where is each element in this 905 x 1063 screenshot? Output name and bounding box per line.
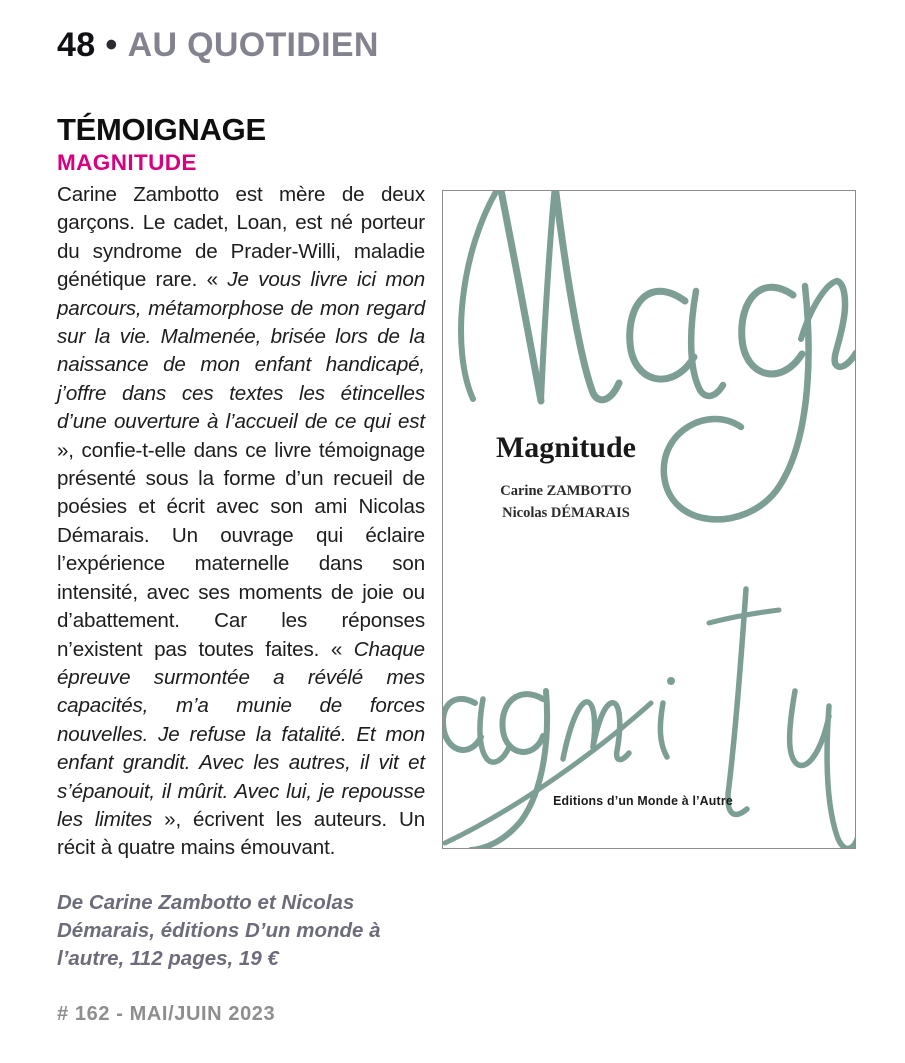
header-bullet: • [105, 26, 118, 64]
cover-title: Magnitude [495, 431, 636, 464]
body-run: », écrivent les auteurs. Un récit à quatre mains émouvant. [57, 807, 425, 860]
body-run: », confie-t-elle dans ce livre témoignage présenté sous la forme d’un recueil de poésies et écrit avec son ami Nicolas Démarais. Un ouvrage qui éclaire l’expérience maternelle dans son intensité, avec ses moments de joie ou d’abattement. Car les réponses n’existent pas toutes faites. « [57, 438, 425, 661]
article-title: MAGNITUDE [57, 150, 197, 175]
article-kicker: TÉMOIGNAGE [57, 112, 266, 147]
page-header [57, 26, 379, 65]
body-run: Chaque épreuve surmontée a révélé mes capacités, m’a munie de forces nouvelles. Je refuse la fatalité. Et mon enfant grandit. Avec les autres, il vit et s’épanouit, il mûrit. Avec lui, je repousse les limites [57, 637, 425, 831]
cover-author-1: Carine ZAMBOTTO [500, 483, 632, 499]
issue-footer: # 162 - MAI/JUIN 2023 [57, 1003, 276, 1025]
page-number: 48 [57, 26, 96, 64]
cover-author-2: Nicolas DÉMARAIS [502, 505, 630, 521]
cover-publisher: Editions d’un Monde à l’Autre [553, 793, 733, 808]
book-cover-image [442, 190, 856, 849]
book-credit-line: De Carine Zambotto et Nicolas Démarais, éditions D’un monde à l’autre, 112 pages, 19 € [57, 891, 381, 970]
article-body [57, 181, 425, 863]
section-title: AU QUOTIDIEN [127, 26, 379, 64]
body-run: Carine Zambotto est mère de deux garçons. Le cadet, Loan, est né porteur du syndrome de Prader-Willi, maladie génétique rare. « [57, 183, 425, 292]
cover-authors [463, 480, 669, 524]
body-run: Je vous livre ici mon parcours, métamorphose de mon regard sur la vie. Malmenée, brisée lors de la naissance de mon enfant handicapé, j’offre dans ces textes les étincelles d’une ouverture à l’accueil de ce qui est [57, 268, 425, 434]
